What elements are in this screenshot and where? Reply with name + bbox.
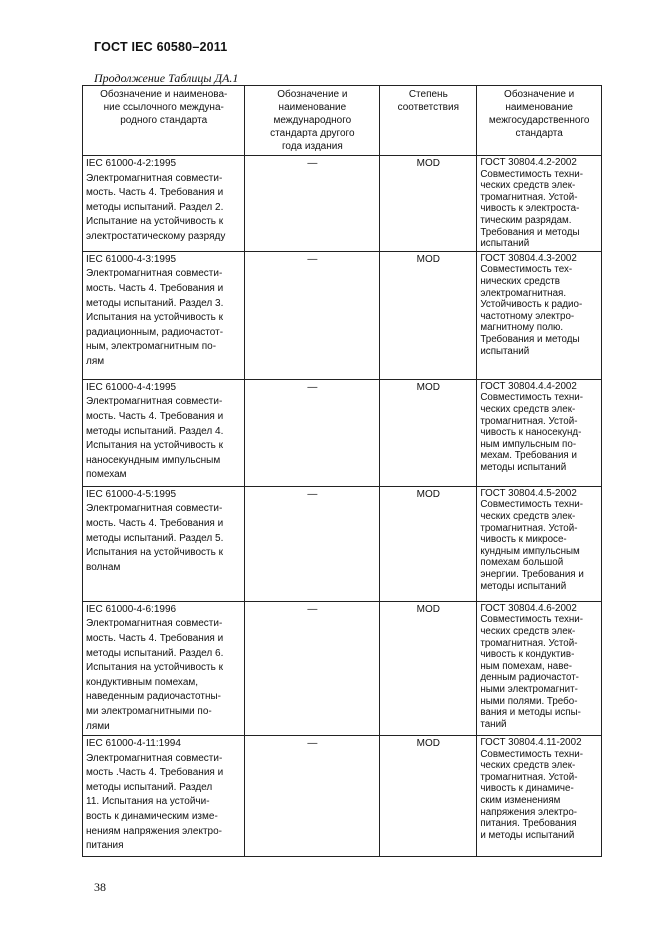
text-line: чивость к электроста-: [480, 203, 580, 215]
text-line: вость к динамическим изме-: [86, 811, 218, 823]
text-line: Совместимость техни-: [480, 499, 584, 511]
text-line: IEC 61000-4-6:1996: [86, 603, 177, 615]
interstate-standard-cell: [477, 736, 602, 857]
table-row: [83, 601, 602, 735]
text-line: магнитному полю.: [480, 322, 564, 334]
text-line: соответствия: [397, 102, 459, 113]
text-line: лями: [86, 720, 110, 732]
degree-cell: MOD: [380, 379, 477, 486]
text-line: мость. Часть 4. Требования и: [86, 410, 224, 422]
text-line: мехам. Требования и: [480, 450, 577, 462]
text-line: испытаний: [480, 238, 530, 250]
other-edition-cell: —: [245, 379, 380, 486]
text-line: и методы испытаний: [480, 829, 575, 841]
text-line: радиационным, радиочастот-: [86, 326, 224, 338]
document-header: ГОСТ IEC 60580–2011: [94, 40, 228, 54]
header-degree: [380, 86, 477, 156]
text-line: питания. Требования: [480, 818, 577, 830]
text-line: международного: [273, 115, 352, 126]
text-line: ским изменениям: [480, 795, 561, 807]
text-line: методы испытаний: [480, 461, 567, 473]
text-line: тромагнитная. Устой-: [480, 522, 578, 534]
text-line: IEC 61000-4-3:1995: [86, 253, 177, 265]
text-line: Совместимость техни-: [480, 614, 584, 626]
text-line: IEC 61000-4-2:1995: [86, 158, 177, 169]
text-line: ГОСТ 30804.4.4-2002: [480, 380, 577, 392]
text-line: таний: [480, 718, 507, 730]
intl-standard-cell: [83, 379, 245, 486]
intl-standard-cell: [83, 736, 245, 857]
other-edition-cell: —: [245, 601, 380, 735]
text-line: методы испытаний. Раздел 6.: [86, 647, 224, 659]
text-line: тромагнитная. Устой-: [480, 415, 578, 427]
text-line: чивость к динамиче-: [480, 783, 574, 795]
text-line: методы испытаний. Раздел 5.: [86, 532, 224, 544]
table-row: [83, 486, 602, 601]
other-edition-cell: —: [245, 486, 380, 601]
interstate-standard-cell: [477, 601, 602, 735]
text-line: наименование: [505, 102, 573, 113]
text-line: нениям напряжения электро-: [86, 825, 222, 837]
text-line: Обозначение и: [504, 89, 575, 100]
intl-standard-cell: [83, 601, 245, 735]
table-header-row: [83, 86, 602, 156]
text-line: мость. Часть 4. Требования и: [86, 632, 224, 644]
standards-table: [82, 85, 602, 857]
text-line: Испытания на устойчивость к: [86, 547, 223, 559]
text-line: Электромагнитная совмести-: [86, 396, 223, 408]
text-line: ГОСТ 30804.4.6-2002: [480, 602, 577, 614]
interstate-standard-cell: [477, 486, 602, 601]
text-line: стандарта: [515, 128, 563, 139]
text-line: ными электромагнит-: [480, 683, 578, 695]
text-line: методы испытаний. Раздел 3.: [86, 297, 224, 309]
text-line: Устойчивость к радио-: [480, 299, 583, 311]
text-line: волнам: [86, 561, 121, 573]
text-line: Совместимость тех-: [480, 264, 573, 276]
text-line: мость. Часть 4. Требования и: [86, 282, 224, 294]
text-line: методы испытаний. Раздел 2.: [86, 201, 224, 213]
text-line: ми электромагнитными по-: [86, 705, 212, 717]
text-line: года издания: [281, 141, 343, 152]
text-line: Электромагнитная совмести-: [86, 752, 223, 764]
intl-standard-cell: [83, 486, 245, 601]
text-line: ние ссылочного междуна-: [103, 102, 224, 113]
text-line: тромагнитная. Устой-: [480, 191, 578, 203]
text-line: Обозначение и наименова-: [100, 89, 228, 100]
text-line: Электромагнитная совмести-: [86, 172, 223, 184]
text-line: энергии. Требования и: [480, 568, 584, 580]
table-caption: Продолжение Таблицы ДА.1: [94, 71, 239, 85]
degree-cell: MOD: [380, 251, 477, 379]
text-line: испытаний: [480, 345, 530, 357]
text-line: ГОСТ 30804.4.3-2002: [480, 252, 577, 264]
text-line: мость. Часть 4. Требования и: [86, 187, 224, 199]
text-line: нических средств: [480, 275, 560, 287]
interstate-standard-cell: [477, 379, 602, 486]
text-line: Требования и методы: [480, 333, 580, 345]
text-line: Электромагнитная совмести-: [86, 503, 223, 515]
text-line: мость. Часть 4. Требования и: [86, 517, 224, 529]
other-edition-cell: —: [245, 736, 380, 857]
intl-standard-cell: [83, 156, 245, 252]
text-line: питания: [86, 840, 124, 852]
text-line: IEC 61000-4-5:1995: [86, 488, 177, 500]
text-line: ческих средств элек-: [480, 760, 576, 772]
text-line: Электромагнитная совмести-: [86, 618, 223, 630]
text-line: методы испытаний. Раздел: [86, 781, 213, 793]
text-line: чивость к наносекунд-: [480, 427, 582, 439]
text-line: наименование: [278, 102, 347, 113]
text-line: родного стандарта: [120, 115, 208, 126]
text-line: тромагнитная. Устой-: [480, 771, 578, 783]
text-line: Испытания на устойчивость к: [86, 312, 223, 324]
text-line: наведенным радиочастотны-: [86, 691, 221, 703]
text-line: ческих средств элек-: [480, 180, 576, 192]
text-line: ГОСТ 30804.4.11-2002: [480, 737, 582, 749]
header-intl-standard: [83, 86, 245, 156]
text-line: чивость к кондуктив-: [480, 649, 575, 661]
text-line: ным помехам, наве-: [480, 660, 573, 672]
text-line: частотному электро-: [480, 310, 575, 322]
table-row: [83, 251, 602, 379]
text-line: стандарта другого: [270, 128, 355, 139]
text-line: межгосударственного: [488, 115, 590, 126]
text-line: Совместимость техни-: [480, 168, 584, 180]
text-line: Совместимость техни-: [480, 748, 584, 760]
text-line: лям: [86, 355, 105, 367]
text-line: кундным импульсным: [480, 545, 580, 557]
text-line: помехам: [86, 469, 127, 481]
text-line: Требования и методы: [480, 226, 580, 238]
text-line: Обозначение и: [277, 89, 348, 100]
text-line: электромагнитная.: [480, 287, 567, 299]
text-line: ным, электромагнитным по-: [86, 341, 217, 353]
text-line: помехам большой: [480, 557, 564, 569]
text-line: кондуктивным помехам,: [86, 676, 199, 688]
text-line: денным радиочастот-: [480, 672, 579, 684]
text-line: IEC 61000-4-4:1995: [86, 381, 177, 393]
text-line: ГОСТ 30804.4.5-2002: [480, 487, 577, 499]
header-other-edition: [245, 86, 380, 156]
text-line: напряжения электро-: [480, 806, 578, 818]
text-line: мость .Часть 4. Требования и: [86, 767, 224, 779]
text-line: 11. Испытания на устойчи-: [86, 796, 210, 808]
text-line: методы испытаний. Раздел 4.: [86, 425, 224, 437]
text-line: ГОСТ 30804.4.2-2002: [480, 157, 577, 168]
text-line: Испытания на устойчивость к: [86, 440, 223, 452]
degree-cell: MOD: [380, 486, 477, 601]
intl-standard-cell: [83, 251, 245, 379]
interstate-standard-cell: [477, 251, 602, 379]
table-row: [83, 736, 602, 857]
text-line: вания и методы испы-: [480, 707, 581, 719]
text-line: наносекундным импульсным: [86, 454, 221, 466]
text-line: методы испытаний: [480, 580, 567, 592]
text-line: электростатическому разряду: [86, 230, 226, 242]
text-line: ческих средств элек-: [480, 510, 576, 522]
text-line: тромагнитная. Устой-: [480, 637, 578, 649]
text-line: Степень: [408, 89, 448, 100]
interstate-standard-cell: [477, 156, 602, 252]
table-row: [83, 379, 602, 486]
page-number: 38: [94, 880, 106, 894]
degree-cell: MOD: [380, 736, 477, 857]
header-interstate-standard: [477, 86, 602, 156]
table-row: [83, 156, 602, 252]
text-line: ными полями. Требо-: [480, 695, 578, 707]
text-line: Испытание на устойчивость к: [86, 216, 224, 228]
other-edition-cell: —: [245, 156, 380, 252]
text-line: ческих средств элек-: [480, 625, 576, 637]
text-line: ческих средств элек-: [480, 403, 576, 415]
text-line: тическим разрядам.: [480, 214, 572, 226]
text-line: ным импульсным по-: [480, 438, 577, 450]
text-line: Испытания на устойчивость к: [86, 662, 223, 674]
text-line: Электромагнитная совмести-: [86, 268, 223, 280]
degree-cell: MOD: [380, 156, 477, 252]
text-line: чивость к микросе-: [480, 534, 567, 546]
text-line: Совместимость техни-: [480, 392, 584, 404]
other-edition-cell: —: [245, 251, 380, 379]
degree-cell: MOD: [380, 601, 477, 735]
text-line: IEC 61000-4-11:1994: [86, 738, 181, 750]
